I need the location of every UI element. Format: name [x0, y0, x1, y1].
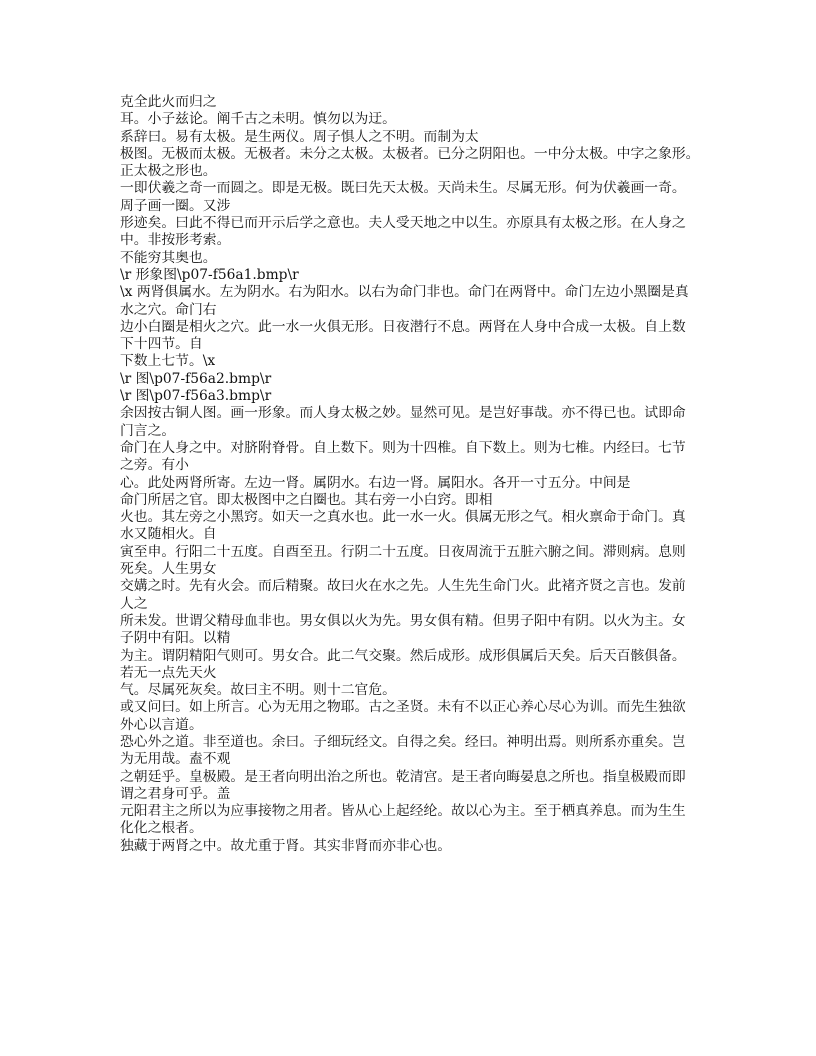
text-line: \r 图\p07-f56a2.bmp\r: [120, 370, 272, 387]
text-line: 中。非按形考索。: [120, 232, 231, 249]
text-line: \r 图\p07-f56a3.bmp\r: [120, 388, 272, 405]
text-line: 交媾之时。先有火会。而后精聚。故曰火在水之先。人生先生命门火。此褚齐贤之言也。发前: [120, 578, 686, 595]
text-line: \x 两肾俱属水。左为阴水。右为阳水。以右为命门非也。命门在两肾中。命门左边小黑圈是真: [120, 284, 689, 301]
text-line: 边小白圈是相火之穴。此一水一火俱无形。日夜潜行不息。两肾在人身中合成一太极。自上数: [120, 318, 686, 335]
text-line: 系辞曰。易有太极。是生两仪。周子惧人之不明。而制为太: [120, 128, 479, 145]
text-line: 恐心外之道。非至道也。余曰。子细玩经文。自得之矣。经曰。神明出焉。则所系亦重矣。岂: [120, 733, 686, 750]
text-line: 耳。小子兹论。阐千古之未明。慎勿以为迂。: [120, 111, 396, 128]
text-line: 为主。谓阴精阳气则可。男女合。此二气交聚。然后成形。成形俱属后天矣。后天百骸俱备。: [120, 647, 686, 664]
text-line: 寅至申。行阳二十五度。自酉至丑。行阴二十五度。日夜周流于五脏六腑之间。滞则病。息则: [120, 543, 686, 560]
text-line: 元阳君主之所以为应事接物之用者。皆从心上起经纶。故以心为主。至于栖真养息。而为生生: [120, 803, 686, 820]
text-line: 门言之。: [120, 422, 176, 439]
text-line: 谓之君身可乎。盖: [120, 785, 231, 802]
text-line: 人之: [120, 595, 148, 612]
text-line: 命门在人身之中。对脐附脊骨。自上数下。则为十四椎。自下数上。则为七椎。内经曰。七节: [120, 439, 686, 456]
text-line: 独藏于两肾之中。故尤重于肾。其实非肾而亦非心也。: [120, 837, 452, 854]
text-line: 若无一点先天火: [120, 664, 217, 681]
text-line: 之旁。有小: [120, 457, 189, 474]
text-line: 或又问曰。如上所言。心为无用之物耶。古之圣贤。未有不以正心养心尽心为训。而先生独欲: [120, 699, 686, 716]
text-line: 子阴中有阳。以精: [120, 630, 231, 647]
text-line: 一即伏羲之奇一而圆之。即是无极。既曰先天太极。天尚未生。尽属无形。何为伏羲画一奇。: [120, 180, 686, 197]
text-line: 命门所居之官。即太极图中之白圈也。其右旁一小白窍。即相: [120, 491, 493, 508]
text-line: 极图。无极而太极。无极者。未分之太极。太极者。已分之阴阳也。一中分太极。中字之象形。: [120, 145, 700, 162]
text-line: 为无用哉。盍不观: [120, 751, 231, 768]
text-line: 正太极之形也。: [120, 163, 217, 180]
text-line: 水之穴。命门右: [120, 301, 217, 318]
text-line: 克全此火而归之: [120, 94, 217, 110]
text-line: 周子画一圈。又涉: [120, 197, 231, 214]
text-line: 形迹矣。曰此不得已而开示后学之意也。夫人受天地之中以生。亦原具有太极之形。在人身之: [120, 215, 686, 232]
document-body: [120, 94, 720, 855]
text-line: 不能穷其奥也。: [120, 249, 217, 266]
text-line: 余因按古铜人图。画一形象。而人身太极之妙。显然可见。是岂好事哉。亦不得已也。试即命: [120, 405, 686, 422]
text-line: 之朝廷乎。皇极殿。是王者向明出治之所也。乾清宫。是王者向晦晏息之所也。指皇极殿而即: [120, 768, 686, 785]
text-line: 下数上七节。\x: [120, 353, 216, 370]
text-line: 外心以言道。: [120, 716, 203, 733]
text-line: 死矣。人生男女: [120, 561, 217, 578]
text-line: \r 形象图\p07-f56a1.bmp\r: [120, 266, 299, 283]
text-line: 气。尽属死灰矣。故曰主不明。则十二官危。: [120, 682, 396, 699]
text-line: 心。此处两肾所寄。左边一肾。属阴水。右边一肾。属阳水。各开一寸五分。中间是: [120, 474, 631, 491]
text-line: 水又随相火。自: [120, 526, 217, 543]
text-line: 火也。其左旁之小黑窍。如天一之真水也。此一水一火。俱属无形之气。相火禀命于命门。真: [120, 509, 686, 526]
text-line: 下十四节。自: [120, 336, 203, 353]
text-line: 化化之根者。: [120, 820, 203, 837]
text-line: 所未发。世谓父精母血非也。男女俱以火为先。男女俱有精。但男子阳中有阴。以火为主。女: [120, 612, 686, 629]
